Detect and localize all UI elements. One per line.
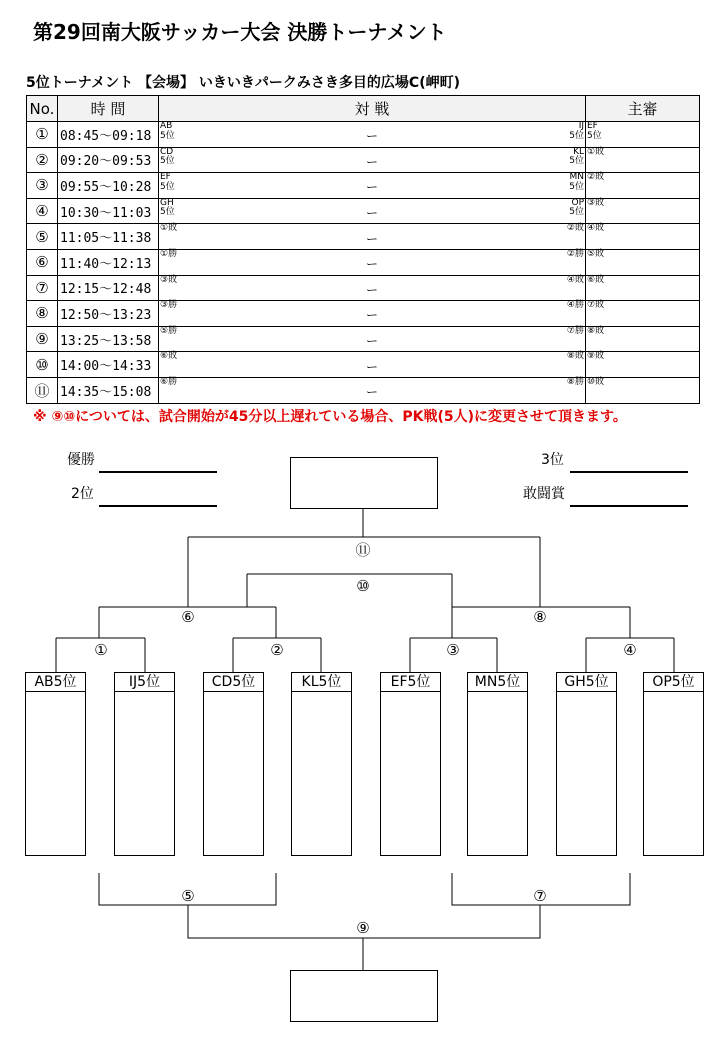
row-number: ⑪ (27, 377, 58, 403)
home-team-line: 5位 (160, 207, 175, 218)
row-number: ④ (27, 198, 58, 224)
home-team-line: ③敗 (160, 274, 178, 285)
match-11-label: ⑪ (355, 541, 371, 559)
row-time: 14:00～14:33 (58, 352, 159, 378)
home-team-line: ③勝 (160, 300, 178, 311)
versus-dash: ー (365, 308, 379, 323)
match-3-label: ③ (446, 641, 460, 659)
row-time: 12:15～12:48 (58, 275, 159, 301)
row-time: 09:55～10:28 (58, 173, 159, 199)
referee-line: ⑧敗 (587, 325, 605, 336)
row-time: 11:40～12:13 (58, 249, 159, 275)
team-box (467, 672, 528, 856)
team-name: MN5位 (468, 673, 527, 692)
away-team-line: ②勝 (566, 248, 584, 259)
referee-line: ④敗 (587, 223, 605, 234)
row-time: 09:20～09:53 (58, 147, 159, 173)
referee-line: 5位 (587, 130, 602, 141)
row-number: ⑩ (27, 352, 58, 378)
away-team-line: ⑧勝 (566, 376, 584, 387)
team-box (291, 672, 352, 856)
team-name: OP5位 (644, 673, 703, 692)
team-box (25, 672, 86, 856)
versus-dash: ー (365, 231, 379, 246)
match-7-label: ⑦ (533, 887, 547, 905)
away-team-line: 5位 (569, 181, 584, 192)
team-name: GH5位 (557, 673, 616, 692)
versus-dash: ー (365, 180, 379, 195)
team-box (380, 672, 441, 856)
versus-dash: ー (365, 257, 379, 272)
away-team-line: 5位 (569, 207, 584, 218)
away-team-line: 5位 (569, 130, 584, 141)
match-1-label: ① (94, 641, 108, 659)
team-box (114, 672, 175, 856)
versus-dash: ー (365, 283, 379, 298)
team-box (556, 672, 617, 856)
away-team-line: IJ (578, 121, 584, 131)
second-label: 2位 (71, 486, 94, 502)
home-team-line: ①勝 (160, 248, 178, 259)
header-referee: 主審 (586, 96, 700, 122)
row-number: ⑨ (27, 326, 58, 352)
champion-label: 優勝 (67, 452, 95, 468)
referee-line: ③敗 (587, 197, 605, 208)
versus-dash: ー (365, 385, 379, 400)
home-team-line: ⑤勝 (160, 325, 178, 336)
row-time: 10:30～11:03 (58, 198, 159, 224)
home-team-line: ①敗 (160, 223, 178, 234)
row-number: ⑤ (27, 224, 58, 250)
match-5-label: ⑤ (181, 887, 195, 905)
referee-line: ②敗 (587, 172, 605, 183)
referee-line: ⑩敗 (587, 376, 605, 387)
referee-line: ⑨敗 (587, 351, 605, 362)
away-team-line: KL (573, 146, 584, 157)
home-team-line: ⑥敗 (160, 351, 178, 362)
header-match: 対 戦 (159, 96, 586, 122)
away-team-line: OP (571, 197, 584, 208)
row-number: ⑧ (27, 301, 58, 327)
row-time: 14:35～15:08 (58, 377, 159, 403)
row-number: ③ (27, 173, 58, 199)
match-2-label: ② (270, 641, 284, 659)
team-name: CD5位 (204, 673, 263, 692)
row-number: ⑦ (27, 275, 58, 301)
match-9-label: ⑨ (356, 919, 370, 937)
versus-dash: ー (365, 359, 379, 374)
row-time: 08:45～09:18 (58, 122, 159, 148)
row-number: ② (27, 147, 58, 173)
referee-line: EF (587, 121, 598, 131)
team-name: AB5位 (26, 673, 85, 692)
away-team-line: ⑧敗 (566, 351, 584, 362)
page-title: 第29回南大阪サッカー大会 決勝トーナメント (33, 20, 447, 44)
team-name: KL5位 (292, 673, 351, 692)
row-time: 13:25～13:58 (58, 326, 159, 352)
home-team-line: 5位 (160, 181, 175, 192)
home-team-line: 5位 (160, 130, 175, 141)
away-team-line: ④勝 (566, 300, 584, 311)
header-no: No. (27, 96, 58, 122)
home-team-line: EF (160, 172, 171, 183)
pk-note: ※ ⑨⑩については、試合開始が45分以上遅れている場合、PK戦(5人)に変更させて頂きます。 (33, 409, 627, 425)
team-box (643, 672, 704, 856)
row-time: 11:05～11:38 (58, 224, 159, 250)
home-team-line: AB (160, 121, 173, 131)
away-team-line: ⑦勝 (566, 325, 584, 336)
venue-subtitle: 5位トーナメント 【会場】 いきいきパークみさき多目的広場C(岬町) (26, 75, 460, 91)
match-10-label: ⑩ (356, 577, 370, 595)
third-label: 3位 (541, 452, 564, 468)
match-6-label: ⑥ (181, 608, 195, 626)
home-team-line: GH (160, 197, 174, 208)
team-name: EF5位 (381, 673, 440, 692)
team-box (203, 672, 264, 856)
fighting-spirit-label: 敢闘賞 (523, 486, 565, 502)
home-team-line: ⑥勝 (160, 376, 178, 387)
home-team-line: 5位 (160, 156, 175, 167)
away-team-line: ④敗 (566, 274, 584, 285)
row-time: 12:50～13:23 (58, 301, 159, 327)
referee-line: ①敗 (587, 146, 605, 157)
row-number: ⑥ (27, 249, 58, 275)
away-team-line: ②敗 (566, 223, 584, 234)
away-team-line: MN (569, 172, 584, 183)
versus-dash: ー (365, 129, 379, 144)
match-8-label: ⑧ (533, 608, 547, 626)
referee-line: ⑤敗 (587, 248, 605, 259)
versus-dash: ー (365, 155, 379, 170)
referee-line: ⑦敗 (587, 300, 605, 311)
referee-line: ⑥敗 (587, 274, 605, 285)
header-time: 時 間 (58, 96, 159, 122)
home-team-line: CD (160, 146, 174, 157)
away-team-line: 5位 (569, 156, 584, 167)
match-4-label: ④ (623, 641, 637, 659)
team-name: IJ5位 (115, 673, 174, 692)
versus-dash: ー (365, 334, 379, 349)
versus-dash: ー (365, 206, 379, 221)
row-number: ① (27, 122, 58, 148)
